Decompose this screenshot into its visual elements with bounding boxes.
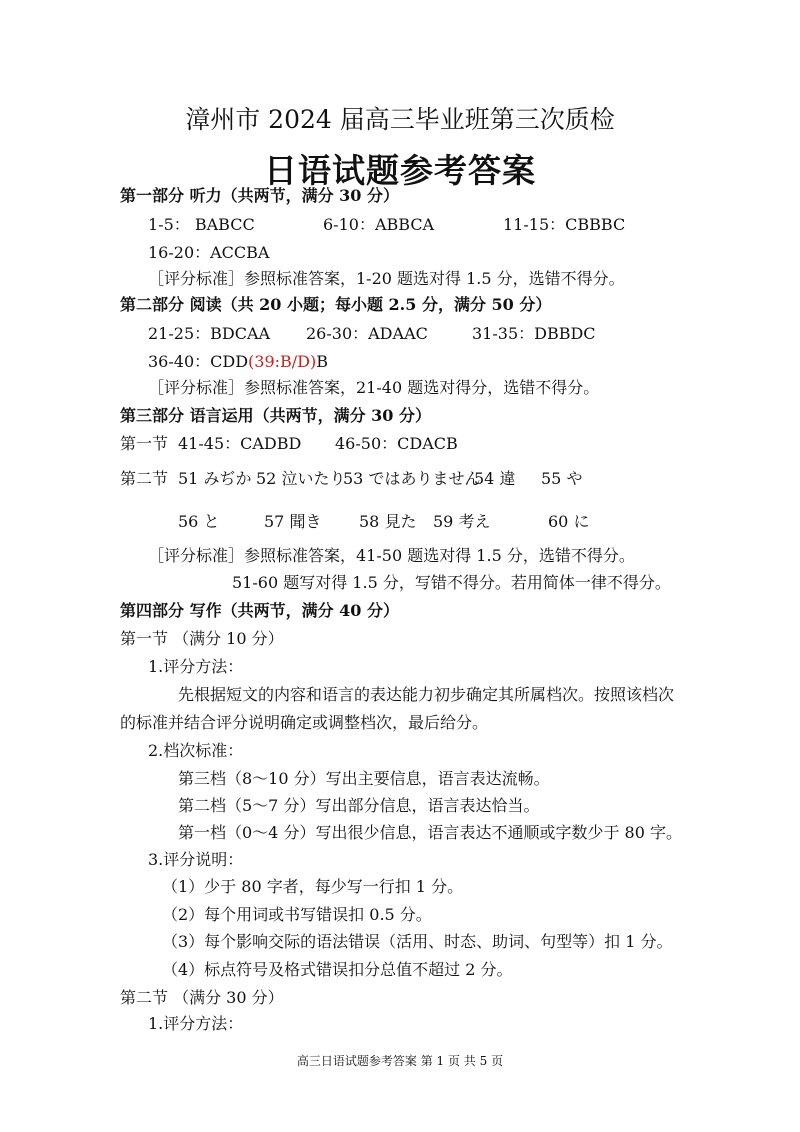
note-3: （3）每个影响交际的语法错误（活用、时态、助词、句型等）扣 1 分。 [162, 932, 673, 951]
answer-39-note: (39:B/D) [248, 352, 317, 371]
answer-6-10: 6-10：ABBCA [323, 215, 435, 234]
note-2: （2）每个用词或书写错误扣 0.5 分。 [162, 905, 432, 924]
answer-55: 55 や [541, 469, 583, 488]
answer-36-40-main: 36-40：CDD [148, 352, 249, 371]
note-4: （4）标点符号及格式错误扣分总值不超过 2 分。 [162, 960, 513, 979]
answer-52: 52 泣いたり [256, 469, 346, 488]
answer-16-20: 16-20：ACCBA [148, 243, 270, 262]
part3-section1-label: 第一节 [120, 434, 169, 453]
grade-1: 第一档（0～4 分）写出很少信息，语言表达不通顺或字数少于 80 字。 [178, 823, 682, 842]
answer-53: 53 ではありません [343, 469, 481, 488]
part3-criteria-2: 51-60 题写对得 1.5 分，写错不得分。若用简体一律不得分。 [232, 573, 671, 592]
part4-section1: 第一节 （满分 10 分） [120, 629, 284, 648]
answer-21-25: 21-25：BDCAA [148, 324, 271, 343]
part4-heading: 第四部分 写作（共两节，满分 40 分） [120, 601, 399, 620]
answer-36-40 [148, 349, 328, 372]
part1-criteria: ［评分标准］参照标准答案，1-20 题选对得 1.5 分，选错不得分。 [148, 269, 625, 288]
grade-3: 第三档（8～10 分）写出主要信息，语言表达流畅。 [178, 769, 550, 788]
part2-criteria: ［评分标准］参照标准答案，21-40 题选对得分，选错不得分。 [148, 378, 600, 397]
answer-11-15: 11-15：CBBBC [503, 215, 626, 234]
answer-31-35: 31-35：DBBDC [472, 324, 596, 343]
method-line-2: 的标准并结合评分说明确定或调整档次，最后给分。 [120, 713, 489, 732]
part1-heading: 第一部分 听力（共两节，满分 30 分） [120, 186, 399, 205]
answer-41-45: 41-45：CADBD [178, 434, 302, 453]
part3-section2-label: 第二节 [120, 469, 169, 488]
notes-label: 3.评分说明： [148, 850, 244, 869]
answer-60: 60 に [548, 512, 590, 531]
part3-heading: 第三部分 语言运用（共两节，满分 30 分） [120, 406, 431, 425]
answer-26-30: 26-30：ADAAC [306, 324, 428, 343]
answer-36-40-last: B [316, 352, 329, 371]
part3-criteria-1: ［评分标准］参照标准答案，41-50 题选对得 1.5 分，选错不得分。 [148, 546, 635, 565]
method-line-1: 先根据短文的内容和语言的表达能力初步确定其所属档次。按照该档次 [178, 685, 675, 704]
answer-56: 56 と [178, 512, 220, 531]
answer-57: 57 聞き [264, 512, 322, 531]
method-label: 1.评分方法： [148, 657, 244, 676]
answer-1-5: 1-5： BABCC [148, 215, 255, 234]
answer-58: 58 見た [359, 512, 417, 531]
document-subtitle: 日语试题参考答案 [264, 151, 536, 190]
document-title: 漳州市 2024 届高三毕业班第三次质检 [185, 105, 615, 134]
part2-heading: 第二部分 阅读（共 20 小题；每小题 2.5 分，满分 50 分） [120, 295, 552, 314]
grade-label: 2.档次标准： [148, 741, 244, 760]
page-footer: 高三日语试题参考答案 第 1 页 共 5 页 [296, 1054, 504, 1068]
grade-2: 第二档（5～7 分）写出部分信息，语言表达恰当。 [178, 796, 540, 815]
answer-54: 54 違 [474, 469, 516, 488]
answer-46-50: 46-50：CDACB [335, 434, 458, 453]
note-1: （1）少于 80 字者，每少写一行扣 1 分。 [162, 877, 464, 896]
part4-section2: 第二节 （满分 30 分） [120, 988, 284, 1007]
answer-59: 59 考え [433, 512, 491, 531]
answer-51: 51 みぢか [178, 469, 252, 488]
section2-method-label: 1.评分方法： [148, 1014, 244, 1033]
